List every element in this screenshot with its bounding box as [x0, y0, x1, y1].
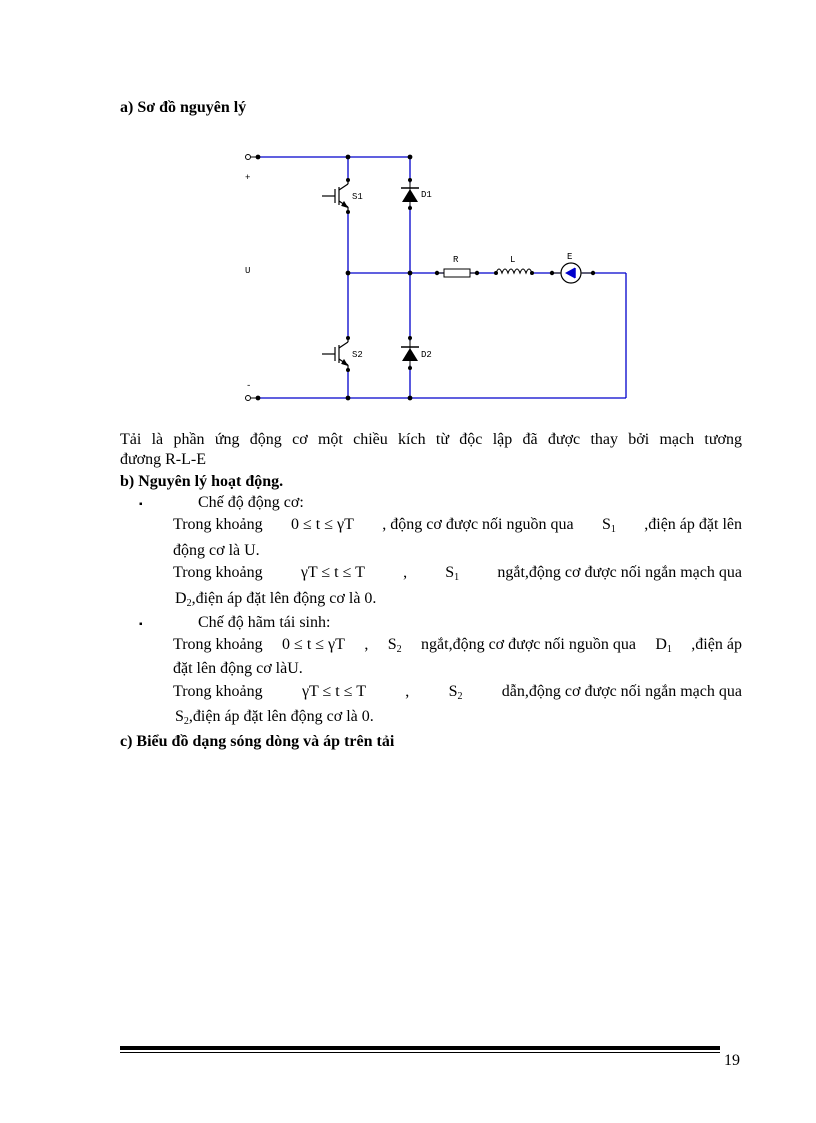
footer-rule-thick: [120, 1046, 720, 1050]
mode-2-title: Chế độ hãm tái sinh:: [198, 614, 331, 631]
section-a-heading: a) Sơ đồ nguyên lý: [120, 99, 247, 116]
intro-line-1: Tải là phần ứng động cơ một chiều kích từ độc lập đã được thay bởi mạch tương: [120, 431, 742, 448]
mode-2-para-1-line-2: đặt lên động cơ làU.: [173, 660, 303, 677]
mode-2-para-2-line-1: Trong khoảng γT ≤ t ≤ T , $S_2$ dẫn,động cơ được nối ngắn mạch qua: [173, 683, 742, 702]
mode-1-para-1-line-2: động cơ là U.: [173, 542, 260, 559]
bullet-mode-1: ▪: [139, 499, 143, 510]
label-r: R: [453, 255, 459, 265]
label-s2: S2: [352, 350, 363, 360]
emf-source-icon: [552, 263, 593, 283]
section-b-heading: b) Nguyên lý hoạt động.: [120, 473, 284, 490]
intro-line-2: đương R-L-E: [120, 451, 207, 468]
circuit-diagram: [0, 0, 816, 430]
label-e: E: [567, 252, 573, 262]
section-c-heading: c) Biểu đồ dạng sóng dòng và áp trên tải: [120, 733, 395, 750]
terminal-minus-icon: [246, 396, 251, 401]
mode-1-title: Chế độ động cơ:: [198, 494, 304, 511]
label-d2: D2: [421, 350, 432, 360]
mode-1-para-2-line-2: $D_2,điện$ áp đặt lên động cơ là 0.: [175, 590, 377, 609]
bullet-mode-2: ▪: [139, 619, 143, 630]
footer-rule-thin: [120, 1052, 720, 1053]
diode-d1-icon: [401, 180, 419, 208]
label-plus: +: [245, 173, 251, 183]
resistor-icon: [444, 269, 470, 277]
label-l: L: [510, 255, 516, 265]
terminal-plus-icon: [246, 155, 251, 160]
diode-d2-icon: [401, 338, 419, 368]
inductor-icon: [496, 269, 532, 273]
label-u: U: [245, 266, 251, 276]
label-minus: -: [246, 381, 252, 391]
mode-1-para-1-line-1: Trong khoảng 0 ≤ t ≤ γT , động cơ được nối nguồn qua $S_1$ ,điện áp đặt lên: [173, 516, 742, 535]
mode-2-para-2-line-2: $S_2,điện$ áp đặt lên động cơ là 0.: [175, 708, 374, 727]
igbt-s2-icon: [322, 338, 348, 370]
mode-2-para-1-line-1: Trong khoảng 0 ≤ t ≤ γT , $S_2$ ngắt,động cơ được nối nguồn qua $D_1$ ,điện áp: [173, 636, 742, 655]
igbt-s1-icon: [322, 180, 348, 212]
label-d1: D1: [421, 190, 432, 200]
page-number: 19: [724, 1052, 740, 1069]
label-s1: S1: [352, 192, 363, 202]
mode-1-para-2-line-1: Trong khoảng γT ≤ t ≤ T , $S_1$ ngắt,động cơ được nối ngắn mạch qua: [173, 564, 742, 583]
